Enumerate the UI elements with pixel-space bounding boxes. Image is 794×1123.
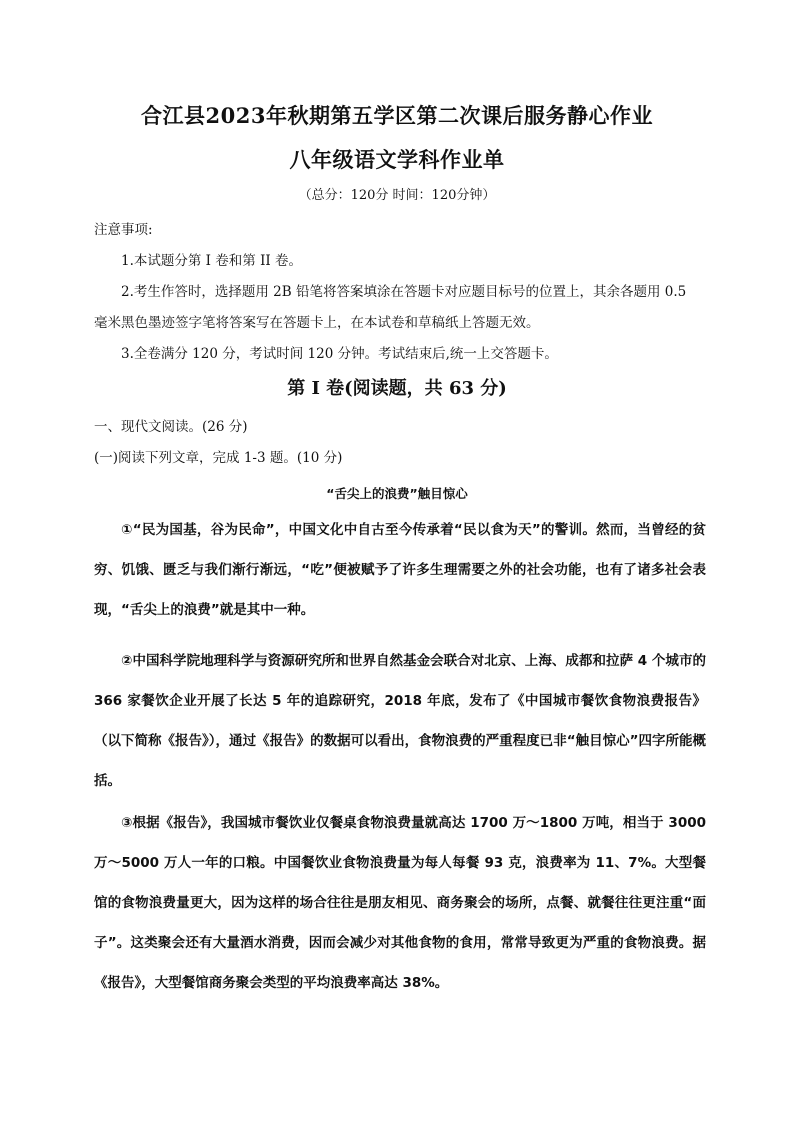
score-time-info: （总分：120分 时间：120分钟） bbox=[298, 188, 496, 203]
note-item-3: 3.全卷满分 120 分，考试时间 120 分钟。考试结束后,统一上交答题卡。 bbox=[121, 346, 558, 362]
part-title: 第 I 卷(阅读题，共 63 分) bbox=[287, 378, 507, 399]
note-item-2-continued: 毫米黑色墨迹签字笔将答案写在答题卡上，在本试卷和草稿纸上答题无效。 bbox=[94, 315, 540, 331]
section-heading: 一、现代文阅读。(26 分) bbox=[94, 419, 248, 435]
note-item-2: 2.考生作答时，选择题用 2B 铅笔将答案填涂在答题卡对应题目标号的位置上，其余各题用 0.5 bbox=[121, 284, 687, 300]
article-paragraph-2: ②中国科学院地理科学与资源研究所和世界自然基金会联合对北京、上海、成都和拉萨 4 个城市的 366 家餐饮企业开展了长达 5 年的追踪研究，2018 年底，发布了《中国城市餐饮食物浪费报告》（以下简称《报告》），通过《报告》的数据可以看出，食物浪费的严重程度已非“触目惊心”四字所能概括。 bbox=[94, 653, 706, 789]
note-item-1: 1.本试题分第 I 卷和第 II 卷。 bbox=[121, 253, 303, 269]
article-paragraph-3: ③根据《报告》，我国城市餐饮业仅餐桌食物浪费量就高达 1700 万～1800 万吨，相当于 3000 万～5000 万人一年的口粮。中国餐饮业食物浪费量为每人每餐 93 克，浪费率为 11、7%。大型餐馆的食物浪费量更大，因为这样的场合往往是朋友相见、商务聚会的场所，点餐、就餐往往更注重“面子”。这类聚会还有大量酒水消费，因而会减少对其他食物的食用，常常导致更为严重的食物浪费。据《报告》，大型餐馆商务聚会类型的平均浪费率高达 38%。 bbox=[94, 815, 706, 991]
document-title: 合江县2023年秋期第五学区第二次课后服务静心作业 bbox=[141, 103, 653, 128]
article-paragraph-1: ①“民为国基，谷为民命”，中国文化中自古至今传承着“民以食为天”的警训。然而，当曾经的贫穷、饥饿、匮乏与我们渐行渐远，“吃”便被赋予了许多生理需要之外的社会功能，也有了诸多社会表现，“舌尖上的浪费”就是其中一种。 bbox=[94, 522, 706, 618]
notes-heading: 注意事项: bbox=[94, 222, 153, 238]
document-subtitle-title: 八年级语文学科作业单 bbox=[289, 147, 505, 172]
article-title: “舌尖上的浪费”触目惊心 bbox=[326, 486, 468, 501]
subsection-heading: (一)阅读下列文章，完成 1-3 题。(10 分) bbox=[94, 450, 343, 466]
